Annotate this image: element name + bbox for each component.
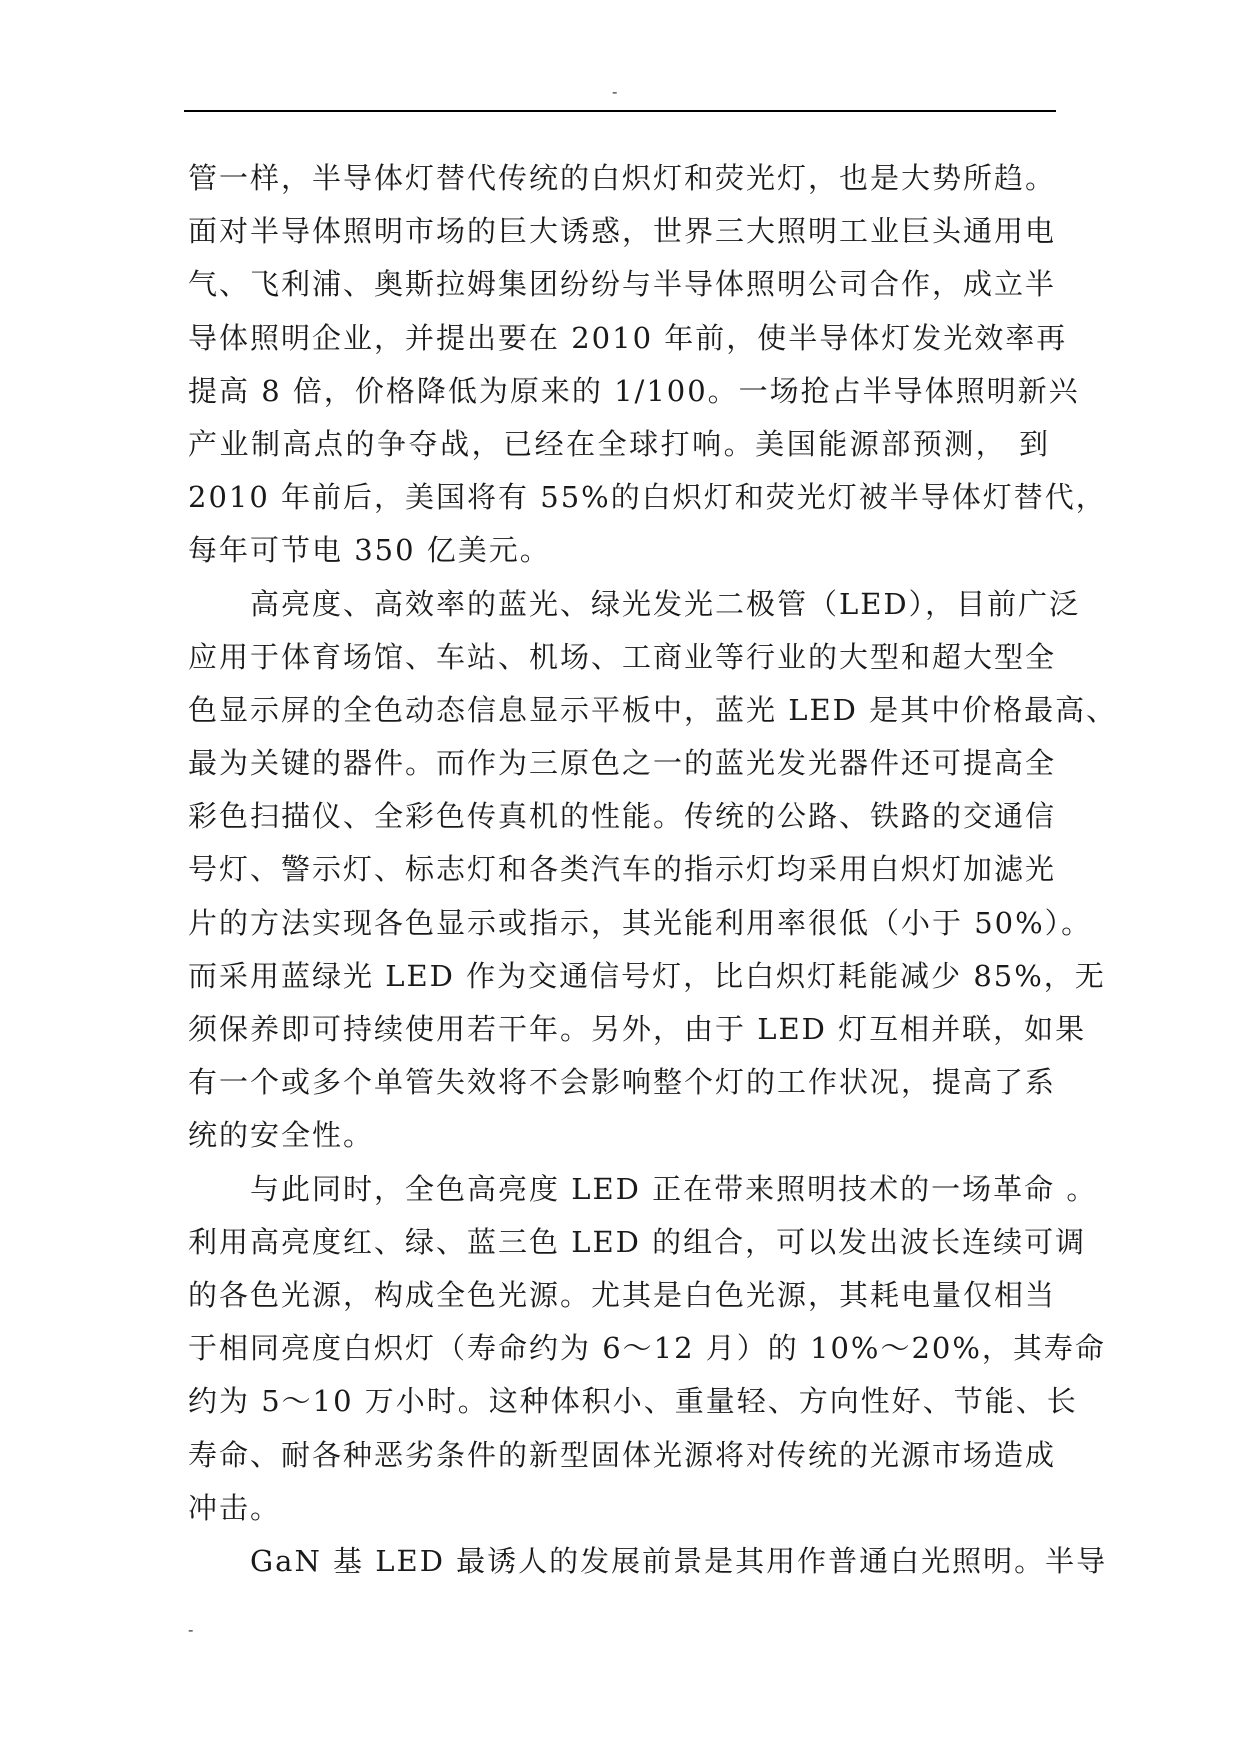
text-line: 彩色扫描仪、全彩色传真机的性能。传统的公路、铁路的交通信 [188, 799, 1057, 834]
text-line: 而采用蓝绿光 LED 作为交通信号灯，比白炽灯耗能减少 85%，无 [188, 958, 1106, 993]
paragraph [188, 1535, 1108, 1588]
text-line: 利用高亮度红、绿、蓝三色 LED 的组合，可以发出波长连续可调 [188, 1224, 1087, 1259]
text-line: 最为关键的器件。而作为三原色之一的蓝光发光器件还可提高全 [188, 746, 1057, 781]
text-line: 有一个或多个单管失效将不会影响整个灯的工作状况，提高了系 [188, 1065, 1057, 1100]
text-line: GaN 基 LED 最诱人的发展前景是其用作普通白光照明。半导 [250, 1543, 1108, 1578]
text-line: 与此同时，全色高亮度 LED 正在带来照明技术的一场革命 。 [250, 1171, 1098, 1206]
text-line: 冲击。 [188, 1490, 282, 1525]
text-line: 高亮度、高效率的蓝光、绿光发光二极管（LED），目前广泛 [250, 586, 1081, 621]
text-line: 气、飞利浦、奥斯拉姆集团纷纷与半导体照明公司合作，成立半 [188, 267, 1057, 302]
text-line: 管一样，半导体灯替代传统的白炽灯和荧光灯，也是大势所趋。 [188, 161, 1057, 195]
header-mark: - [612, 82, 618, 101]
text-line: 每年可节电 350 亿美元。 [188, 533, 551, 568]
text-line: 面对半导体照明市场的巨大诱惑，世界三大照明工业巨头通用电 [188, 214, 1057, 249]
text-line: 片的方法实现各色显示或指示，其光能利用率很低（小于 50%）。 [188, 905, 1093, 940]
footer-mark: - [188, 1620, 194, 1639]
text-line: 约为 5～10 万小时。这种体积小、重量轻、方向性好、节能、长 [188, 1384, 1078, 1419]
text-line: 号灯、警示灯、标志灯和各类汽车的指示灯均采用白炽灯加滤光 [188, 852, 1057, 887]
text-line: 色显示屏的全色动态信息显示平板中，蓝光 LED 是其中价格最高、 [188, 692, 1118, 727]
text-line: 产业制高点的争夺战，已经在全球打响。美国能源部预测， 到 [188, 426, 1050, 461]
text-line: 导体照明企业，并提出要在 2010 年前，使半导体灯发光效率再 [188, 320, 1068, 355]
paragraph [188, 1163, 1106, 1535]
text-line: 2010 年前后，美国将有 55%的白炽灯和荧光灯被半导体灯替代， [188, 480, 1107, 515]
text-line: 须保养即可持续使用若干年。另外，由于 LED 灯互相并联，如果 [188, 1012, 1087, 1046]
text-line: 于相同亮度白炽灯（寿命约为 6～12 月）的 10%～20%，其寿命 [188, 1331, 1106, 1366]
paragraph [188, 152, 1107, 578]
header-rule [184, 110, 1056, 112]
paragraph [188, 578, 1118, 1163]
text-line: 应用于体育场馆、车站、机场、工商业等行业的大型和超大型全 [188, 639, 1057, 674]
text-line: 提高 8 倍，价格降低为原来的 1/100。一场抢占半导体照明新兴 [188, 373, 1080, 408]
document-body [188, 152, 1118, 1588]
text-line: 的各色光源，构成全色光源。尤其是白色光源，其耗电量仅相当 [188, 1277, 1057, 1312]
text-line: 统的安全性。 [188, 1118, 375, 1153]
text-line: 寿命、耐各种恶劣条件的新型固体光源将对传统的光源市场造成 [188, 1437, 1057, 1472]
